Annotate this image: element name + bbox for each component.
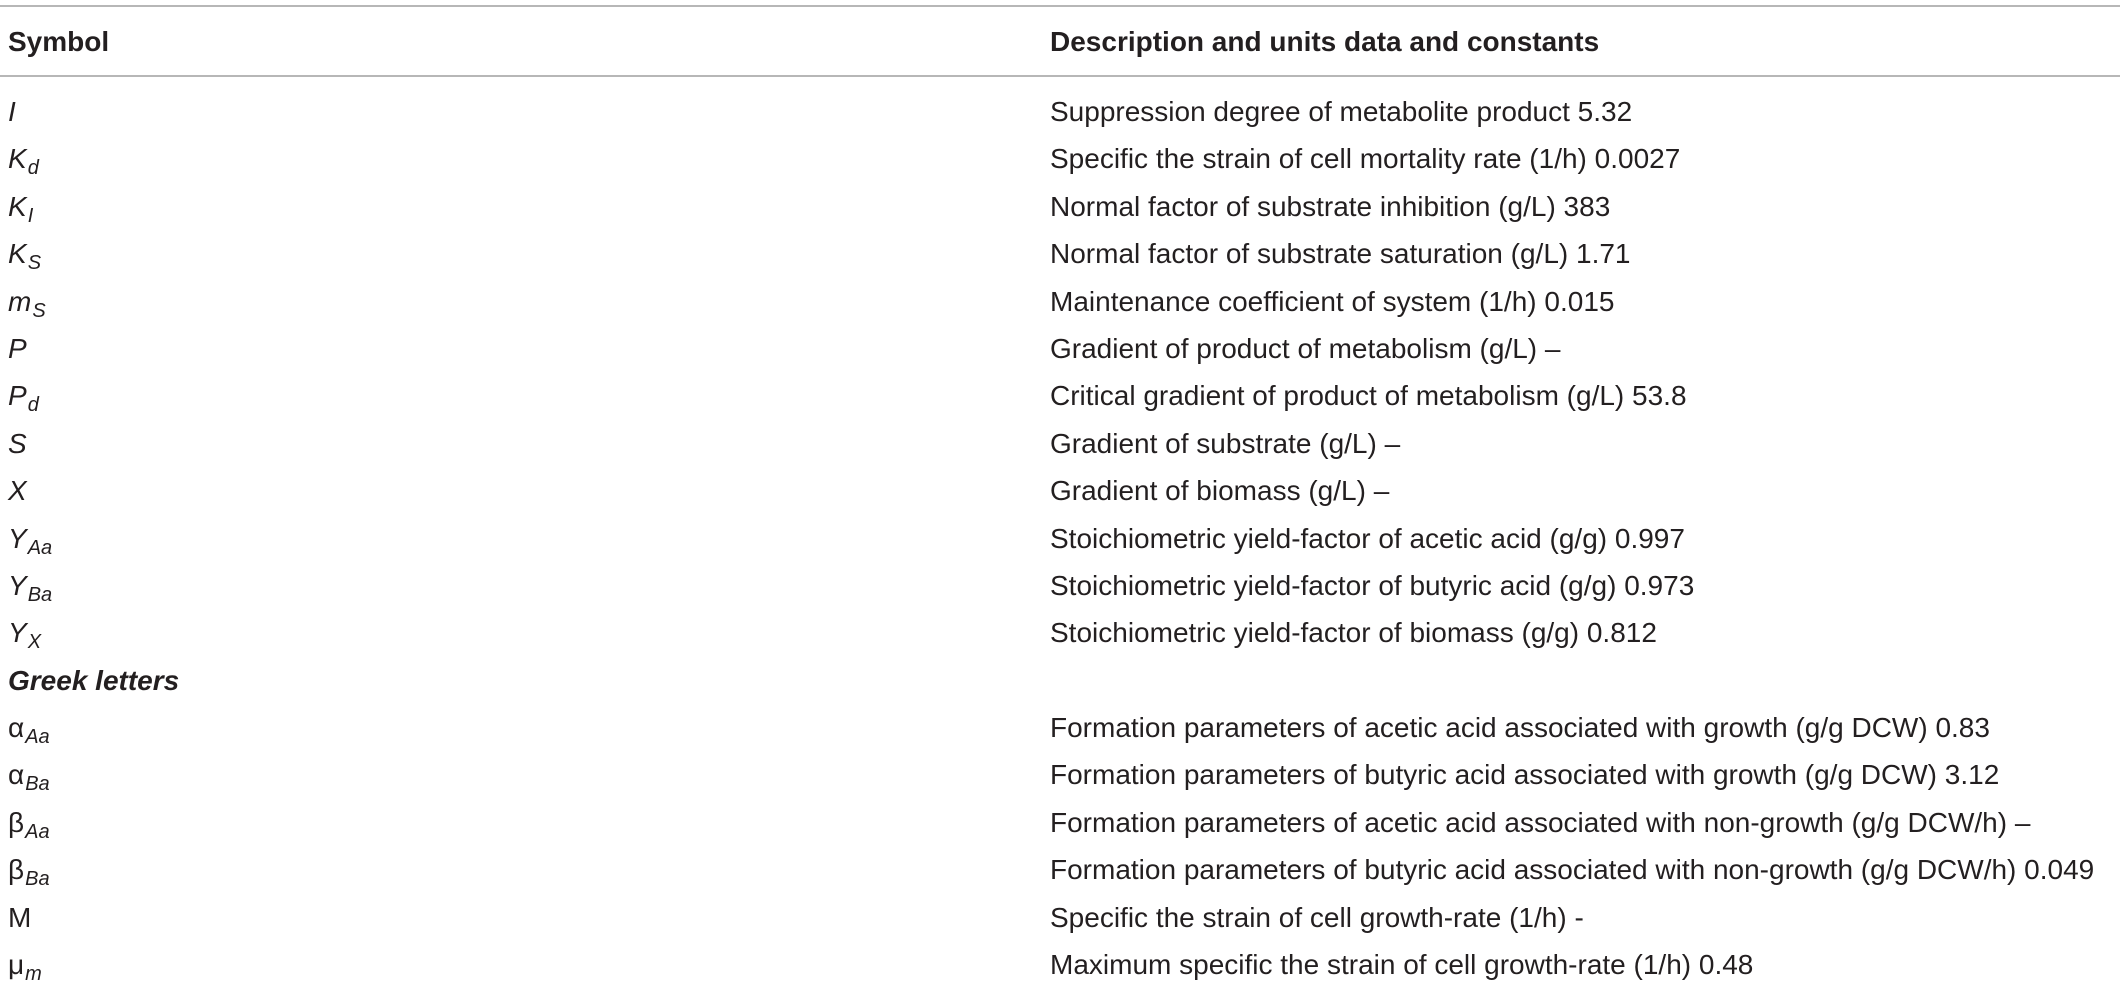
description-cell: Maintenance coefficient of system (1/h) 0.015 [1050, 285, 1615, 317]
table-header [0, 20, 2120, 64]
symbol-cell: P [8, 332, 27, 364]
description-cell: Gradient of biomass (g/L) – [1050, 475, 1390, 507]
description-cell: Stoichiometric yield-factor of biomass (g/g) 0.812 [1050, 617, 1657, 649]
table-row [0, 704, 2120, 751]
symbol-cell: $\alpha_{Ba}$ [8, 759, 50, 796]
description-cell: Normal factor of substrate inhibition (g/L) 383 [1050, 190, 1611, 222]
table-top-rule [0, 5, 2120, 7]
symbol-cell: $K_S$ [8, 238, 42, 275]
description-cell: Stoichiometric yield-factor of butyric acid (g/g) 0.973 [1050, 569, 1695, 601]
section-label: Greek letters [8, 664, 180, 696]
table-row [0, 846, 2120, 893]
table-header-rule [0, 75, 2120, 77]
table-row [0, 135, 2120, 182]
table-row [0, 467, 2120, 514]
description-cell: Suppression degree of metabolite product 5.32 [1050, 96, 1633, 127]
description-cell: Normal factor of substrate saturation (g/L) 1.71 [1050, 238, 1631, 270]
symbol-cell: $K_d$ [8, 143, 39, 180]
symbol-cell: $K_I$ [8, 190, 34, 227]
symbol-cell: $\mu_m$ [8, 949, 42, 986]
description-cell: Gradient of substrate (g/L) – [1050, 427, 1401, 459]
symbol-cell: $\beta_{Aa}$ [8, 806, 50, 843]
symbol-cell: $\alpha_{Aa}$ [8, 712, 50, 749]
description-cell: Maximum specific the strain of cell growth-rate (1/h) 0.48 [1050, 949, 1754, 981]
table-row [0, 230, 2120, 277]
table-row [0, 372, 2120, 419]
symbol-cell: $\beta_{Ba}$ [8, 854, 50, 891]
section-row-greek-letters [0, 657, 2120, 704]
symbol-cell: $Y_{Aa}$ [8, 522, 53, 559]
symbol-cell: X [8, 475, 27, 507]
description-cell: Critical gradient of product of metabolism (g/L) 53.8 [1050, 380, 1687, 412]
symbol-cell: S [8, 427, 27, 459]
table-row [0, 751, 2120, 798]
description-cell: Formation parameters of butyric acid associated with growth (g/g DCW) 3.12 [1050, 759, 2000, 791]
description-cell: Formation parameters of acetic acid associated with non-growth (g/g DCW/h) – [1050, 806, 2031, 838]
header-description: Description and units data and constants [1050, 26, 1600, 57]
table-row [0, 799, 2120, 846]
symbol-cell: $Y_{Ba}$ [8, 569, 53, 606]
table-row [0, 894, 2120, 941]
table-row [0, 278, 2120, 325]
symbol-cell: M [8, 901, 32, 933]
table-row [0, 420, 2120, 467]
table-row [0, 562, 2120, 609]
table-row [0, 941, 2120, 988]
description-cell: Gradient of product of metabolism (g/L) – [1050, 332, 1561, 364]
table-row [0, 88, 2120, 135]
description-cell: Formation parameters of butyric acid associated with non-growth (g/g DCW/h) 0.049 [1050, 854, 2095, 886]
symbol-cell: $m_S$ [8, 285, 46, 322]
symbol-cell: $Y_X$ [8, 617, 42, 654]
table-row [0, 183, 2120, 230]
header-symbol: Symbol [8, 26, 110, 57]
table-row [0, 325, 2120, 372]
description-cell: Stoichiometric yield-factor of acetic acid (g/g) 0.997 [1050, 522, 1685, 554]
description-cell: Specific the strain of cell mortality rate (1/h) 0.0027 [1050, 143, 1681, 175]
description-cell: Formation parameters of acetic acid associated with growth (g/g DCW) 0.83 [1050, 712, 1990, 744]
symbol-cell: I [8, 96, 16, 127]
table-row [0, 609, 2120, 656]
table-body [0, 88, 2120, 988]
symbol-cell: $P_d$ [8, 380, 39, 417]
table-row [0, 515, 2120, 562]
description-cell: Specific the strain of cell growth-rate (1/h) - [1050, 901, 1584, 933]
